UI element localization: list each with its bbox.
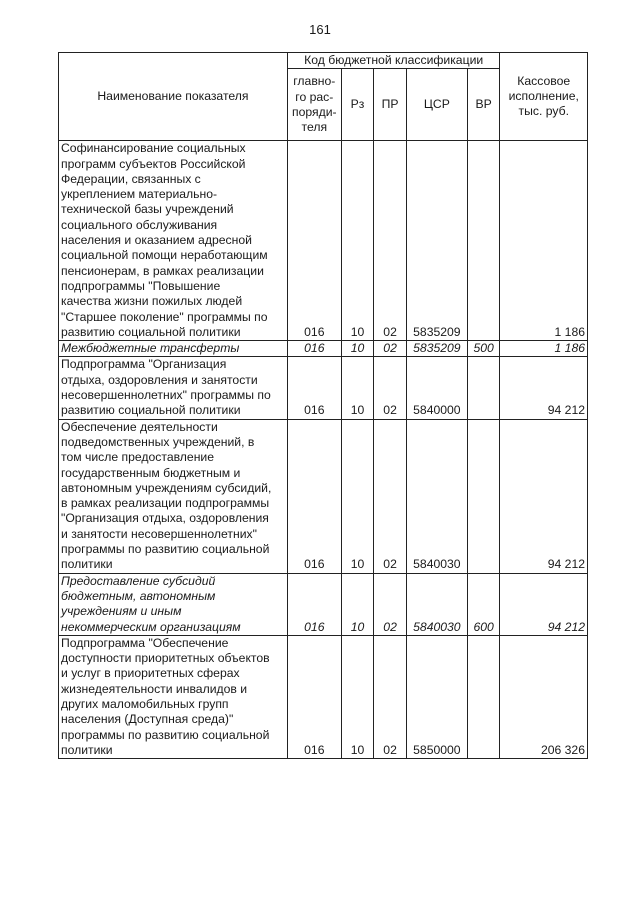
row-sum: 94 212	[500, 573, 588, 635]
row-name-line: Межбюджетные трансферты	[61, 341, 240, 356]
row-vr	[467, 357, 500, 419]
header-rz: Рз	[341, 69, 374, 141]
row-csr: 5840030	[406, 419, 467, 573]
row-name	[59, 635, 288, 758]
row-name-line: пенсионерам, в рамках реализации	[61, 263, 264, 278]
row-name-line: том числе предоставление	[61, 450, 215, 465]
header-code-group: Код бюджетной классификации	[287, 53, 500, 69]
row-name-line: бюджетным, автономным	[61, 588, 216, 603]
row-sum: 94 212	[500, 357, 588, 419]
row-name	[59, 341, 288, 357]
header-glava-line: главно-	[293, 74, 336, 89]
row-name	[59, 141, 288, 341]
page-number: 161	[309, 22, 331, 37]
row-name-line: технической базы учреждений	[61, 202, 234, 217]
header-sum	[500, 53, 588, 141]
row-sum: 1 186	[500, 141, 588, 341]
row-sum: 206 326	[500, 635, 588, 758]
row-name-line: укреплением материально-	[61, 187, 218, 202]
row-name	[59, 357, 288, 419]
row-sum: 1 186	[500, 341, 588, 357]
header-name: Наименование показателя	[59, 53, 288, 141]
row-pr: 02	[374, 573, 407, 635]
row-sum: 94 212	[500, 419, 588, 573]
table-row	[59, 573, 588, 635]
header-vr: ВР	[467, 69, 500, 141]
row-name-line: программы по развитию социальной	[61, 542, 270, 557]
row-name-line: программы по развитию социальной	[61, 727, 270, 742]
header-pr: ПР	[374, 69, 407, 141]
row-vr: 500	[467, 341, 500, 357]
row-name	[59, 573, 288, 635]
table-header	[59, 53, 588, 141]
row-rz: 10	[341, 635, 374, 758]
row-name-line: государственным бюджетным и	[61, 465, 241, 480]
table-row	[59, 635, 588, 758]
row-glava: 016	[287, 573, 341, 635]
header-sum-line: тыс. руб.	[518, 104, 569, 119]
row-name-line: Федерации, связанных с	[61, 171, 201, 186]
row-name-line: других маломобильных групп	[61, 696, 229, 711]
row-name-line: качества жизни пожилых людей	[61, 294, 243, 309]
row-rz: 10	[341, 141, 374, 341]
row-name-line: и услуг в приоритетных сферах	[61, 666, 240, 681]
row-name-line: "Организация отдыха, оздоровления	[61, 511, 269, 526]
row-csr: 5850000	[406, 635, 467, 758]
row-name-line: подпрограммы "Повышение	[61, 278, 221, 293]
row-vr	[467, 635, 500, 758]
table-body	[59, 141, 588, 759]
row-name-line: социальной помощи неработающим	[61, 248, 268, 263]
header-glava-line: го рас-	[295, 89, 334, 104]
row-rz: 10	[341, 419, 374, 573]
header-glava	[287, 69, 341, 141]
row-csr: 5835209	[406, 341, 467, 357]
row-name-line: социального обслуживания	[61, 217, 218, 232]
row-glava: 016	[287, 635, 341, 758]
row-rz: 10	[341, 357, 374, 419]
row-csr: 5840030	[406, 573, 467, 635]
row-vr	[467, 419, 500, 573]
row-name-line: развитию социальной политики	[61, 324, 241, 339]
table-row	[59, 141, 588, 341]
table-row	[59, 341, 588, 357]
row-pr: 02	[374, 341, 407, 357]
row-name-line: учреждениям и иным	[61, 604, 182, 619]
row-name-line: и занятости несовершеннолетних"	[61, 526, 257, 541]
budget-table	[58, 52, 588, 759]
table-row	[59, 357, 588, 419]
row-name-line: доступности приоритетных объектов	[61, 651, 270, 666]
row-rz: 10	[341, 573, 374, 635]
row-name-line: населения (Доступная среда)"	[61, 712, 234, 727]
row-name-line: Подпрограмма "Организация	[61, 357, 227, 372]
header-sum-line: исполнение,	[508, 89, 579, 103]
row-name-line: некоммерческим организациям	[61, 619, 241, 634]
row-name	[59, 419, 288, 573]
row-pr: 02	[374, 141, 407, 341]
row-name-line: программ субъектов Российской	[61, 156, 246, 171]
row-name-line: населения и оказанием адресной	[61, 233, 252, 248]
row-name-line: отдыха, оздоровления и занятости	[61, 372, 258, 387]
row-name-line: подведомственных учреждений, в	[61, 434, 255, 449]
row-glava: 016	[287, 341, 341, 357]
row-vr: 600	[467, 573, 500, 635]
row-pr: 02	[374, 635, 407, 758]
row-name-line: развитию социальной политики	[61, 403, 241, 418]
row-rz: 10	[341, 341, 374, 357]
row-name-line: несовершеннолетних" программы по	[61, 388, 271, 403]
row-name-line: политики	[61, 557, 113, 572]
row-pr: 02	[374, 357, 407, 419]
row-name-line: Обеспечение деятельности	[61, 419, 218, 434]
header-csr: ЦСР	[406, 69, 467, 141]
header-glava-line: теля	[301, 120, 328, 135]
row-name-line: "Старшее поколение" программы по	[61, 309, 268, 324]
table-row	[59, 419, 588, 573]
row-pr: 02	[374, 419, 407, 573]
row-csr: 5840000	[406, 357, 467, 419]
row-name-line: в рамках реализации подпрограммы	[61, 496, 270, 511]
row-name-line: Подпрограмма "Обеспечение	[61, 635, 229, 650]
row-csr: 5835209	[406, 141, 467, 341]
row-name-line: политики	[61, 742, 113, 757]
row-vr	[467, 141, 500, 341]
row-name-line: Предоставление субсидий	[61, 573, 216, 588]
row-glava: 016	[287, 357, 341, 419]
row-glava: 016	[287, 141, 341, 341]
header-glava-line: поряди-	[292, 104, 337, 119]
row-name-line: Софинансирование социальных	[61, 141, 246, 156]
row-name-line: автономным учреждениям субсидий,	[61, 480, 272, 495]
row-glava: 016	[287, 419, 341, 573]
header-sum-line: Кассовое	[517, 73, 571, 88]
row-name-line: жизнедеятельности инвалидов и	[61, 681, 248, 696]
